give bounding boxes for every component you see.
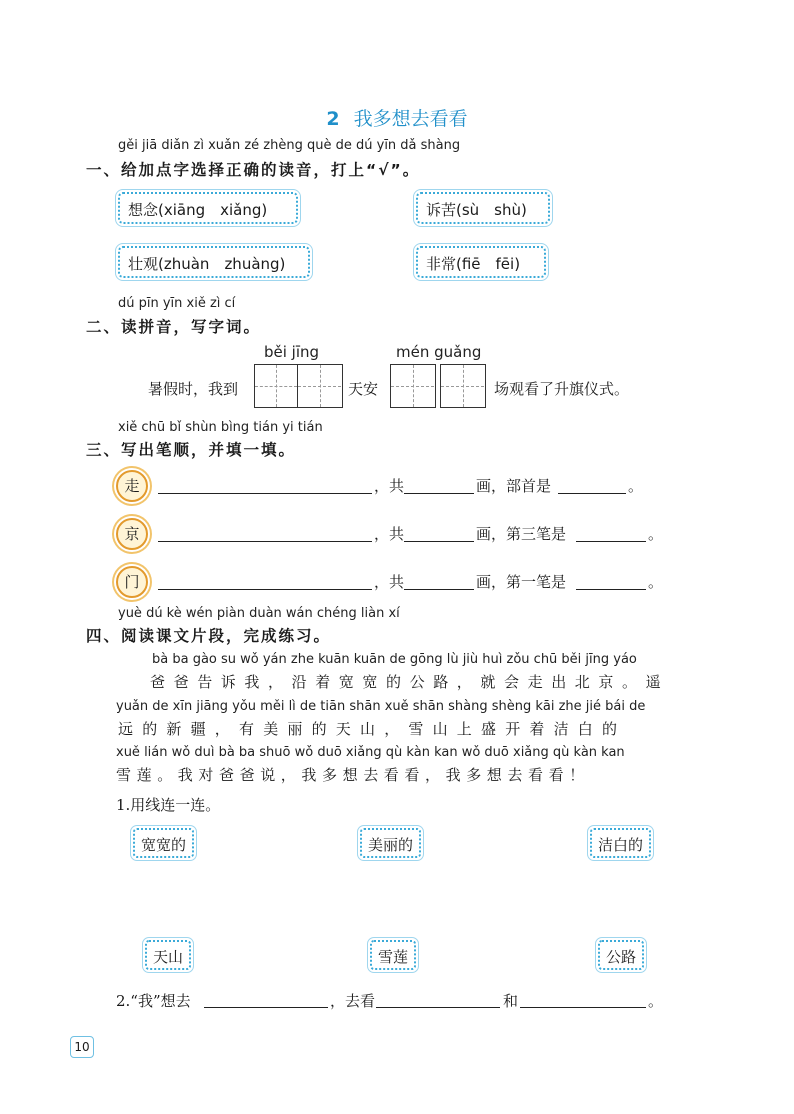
q4-sub2-end: 。 <box>648 992 664 1010</box>
match-bottom-1[interactable]: 天山 <box>145 940 191 970</box>
page-title <box>0 104 794 131</box>
stroke-count-line[interactable] <box>404 493 474 494</box>
q1-option-3[interactable]: 壮观(zhuàn zhuàng) <box>118 246 310 278</box>
q3-row1-end: 。 <box>628 477 644 495</box>
q4-sub2-b: ，去看 <box>330 992 376 1010</box>
q4-sub2-a: 2.“我”想去 <box>116 992 191 1010</box>
answer-line[interactable] <box>576 541 646 542</box>
q3-row3-text-b: 画，第一笔是 <box>476 573 567 591</box>
passage-pinyin-1: bà ba gào su wǒ yán zhe kuān kuān de gōng lù jiù huì zǒu chū běi jīng yáo <box>152 652 637 667</box>
answer-line[interactable] <box>520 1007 646 1008</box>
q3-row3-end: 。 <box>648 573 664 591</box>
grid-cell[interactable] <box>391 365 434 407</box>
q1-option-4[interactable]: 非常(fiē fēi) <box>416 246 546 278</box>
q4-heading: 四、阅读课文片段，完成练习。 <box>86 627 332 645</box>
match-top-2[interactable]: 美丽的 <box>360 828 421 858</box>
q3-row1-text-a: ，共 <box>374 477 405 495</box>
q2-pinyin: dú pīn yīn xiě zì cí <box>118 296 236 311</box>
q2-writing-grid-3[interactable] <box>440 364 486 408</box>
char-badge-zou: 走 <box>116 470 148 502</box>
q4-sub2-c: 和 <box>503 992 519 1010</box>
q2-sentence-mid: 天安 <box>348 380 379 398</box>
passage-pinyin-2: yuǎn de xīn jiāng yǒu měi lì de tiān shān xuě shān shàng shèng kāi zhe jié bái de <box>116 699 646 714</box>
q3-heading: 三、写出笔顺，并填一填。 <box>86 441 297 459</box>
lesson-title: 我多想去看看 <box>353 108 468 130</box>
answer-line[interactable] <box>204 1007 328 1008</box>
q4-pinyin: yuè dú kè wén piàn duàn wán chéng liàn xí <box>118 606 400 621</box>
q3-row3-text-a: ，共 <box>374 573 405 591</box>
stroke-order-line[interactable] <box>158 493 372 494</box>
match-bottom-2[interactable]: 雪莲 <box>370 940 416 970</box>
q2-pinyin-2: mén guǎng <box>396 343 482 361</box>
q3-row2-text-a: ，共 <box>374 525 405 543</box>
q3-row1-text-b: 画，部首是 <box>476 477 552 495</box>
passage-line-2: 远的新疆，有美丽的天山，雪山上盛开着洁白的 <box>118 720 627 738</box>
match-bottom-3[interactable]: 公路 <box>598 940 644 970</box>
passage-line-3: 雪莲。我对爸爸说，我多想去看看，我多想去看看！ <box>116 766 590 784</box>
match-top-3[interactable]: 洁白的 <box>590 828 651 858</box>
grid-cell[interactable] <box>441 365 484 407</box>
grid-cell[interactable] <box>255 365 298 407</box>
grid-cell[interactable] <box>298 365 341 407</box>
q2-pinyin-1: běi jīng <box>264 343 320 361</box>
q1-option-1[interactable]: 想念(xiāng xiǎng) <box>118 192 298 224</box>
q3-pinyin: xiě chū bǐ shùn bìng tián yi tián <box>118 420 323 435</box>
q1-heading: 一、给加点字选择正确的读音，打上“√”。 <box>86 161 421 179</box>
answer-line[interactable] <box>376 1007 500 1008</box>
passage-line-1: 爸爸告诉我，沿着宽宽的公路，就会走出北京。遥 <box>150 673 670 691</box>
answer-line[interactable] <box>576 589 646 590</box>
q3-row2-text-b: 画，第三笔是 <box>476 525 567 543</box>
char-badge-men: 门 <box>116 566 148 598</box>
q1-pinyin: gěi jiā diǎn zì xuǎn zé zhèng què de dú yīn dǎ shàng <box>118 138 461 153</box>
stroke-order-line[interactable] <box>158 589 372 590</box>
q2-writing-grid-1[interactable] <box>254 364 343 408</box>
page-number: 10 <box>70 1036 94 1058</box>
passage-pinyin-3: xuě lián wǒ duì bà ba shuō wǒ duō xiǎng qù kàn kan wǒ duō xiǎng qù kàn kan <box>116 745 625 760</box>
q3-row2-end: 。 <box>648 525 664 543</box>
q2-writing-grid-2[interactable] <box>390 364 436 408</box>
match-top-1[interactable]: 宽宽的 <box>133 828 194 858</box>
stroke-order-line[interactable] <box>158 541 372 542</box>
lesson-number: 2 <box>326 108 340 130</box>
q1-option-2[interactable]: 诉苦(sù shù) <box>416 192 550 224</box>
q2-sentence-pre: 暑假时，我到 <box>148 380 239 398</box>
q2-heading: 二、读拼音，写字词。 <box>86 318 262 336</box>
answer-line[interactable] <box>558 493 626 494</box>
stroke-count-line[interactable] <box>404 541 474 542</box>
char-badge-jing: 京 <box>116 518 148 550</box>
stroke-count-line[interactable] <box>404 589 474 590</box>
q4-sub1: 1.用线连一连。 <box>116 796 221 814</box>
q2-sentence-post: 场观看了升旗仪式。 <box>494 380 630 398</box>
